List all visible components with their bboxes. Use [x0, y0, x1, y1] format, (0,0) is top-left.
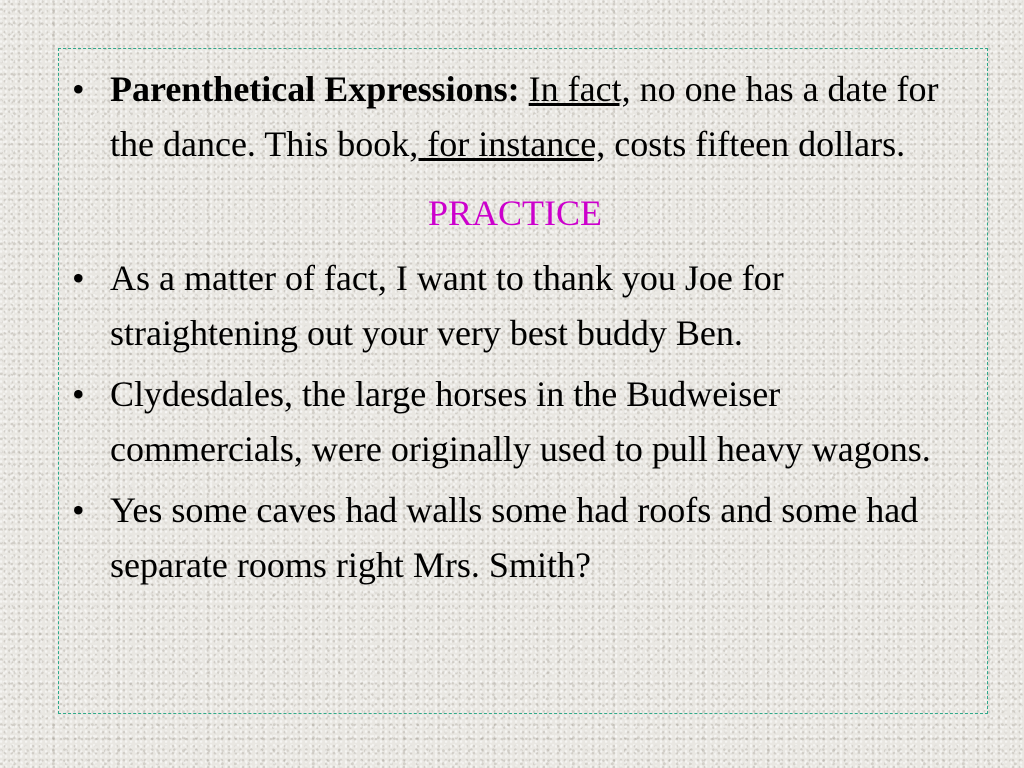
practice-item-text: Yes some caves had walls some had roofs and some had separate rooms right Mrs. Smith?	[110, 490, 919, 585]
definition-bullet	[70, 62, 980, 172]
example2-phrase: , for instance,	[409, 124, 606, 164]
bullet-marker: •	[72, 258, 85, 298]
bullet-marker: •	[72, 490, 85, 530]
practice-item-text: As a matter of fact, I want to thank you Joe for straightening out your very best buddy Ben.	[110, 258, 784, 353]
definition-term: Parenthetical Expressions:	[110, 69, 520, 109]
slide-content	[70, 62, 980, 599]
bullet-marker: •	[72, 374, 85, 414]
bullet-marker: •	[72, 69, 85, 109]
example1-phrase: In fact,	[528, 69, 631, 109]
example2-text: costs fifteen dollars.	[605, 124, 906, 164]
example1-text: no one has a date for the dance. This book	[110, 69, 939, 164]
practice-item	[70, 367, 980, 477]
practice-item-text: Clydesdales, the large horses in the Budweiser commercials, were originally used to pull heavy wagons.	[110, 374, 931, 469]
practice-item	[70, 251, 980, 361]
practice-heading: PRACTICE	[427, 193, 603, 233]
practice-item	[70, 483, 980, 593]
